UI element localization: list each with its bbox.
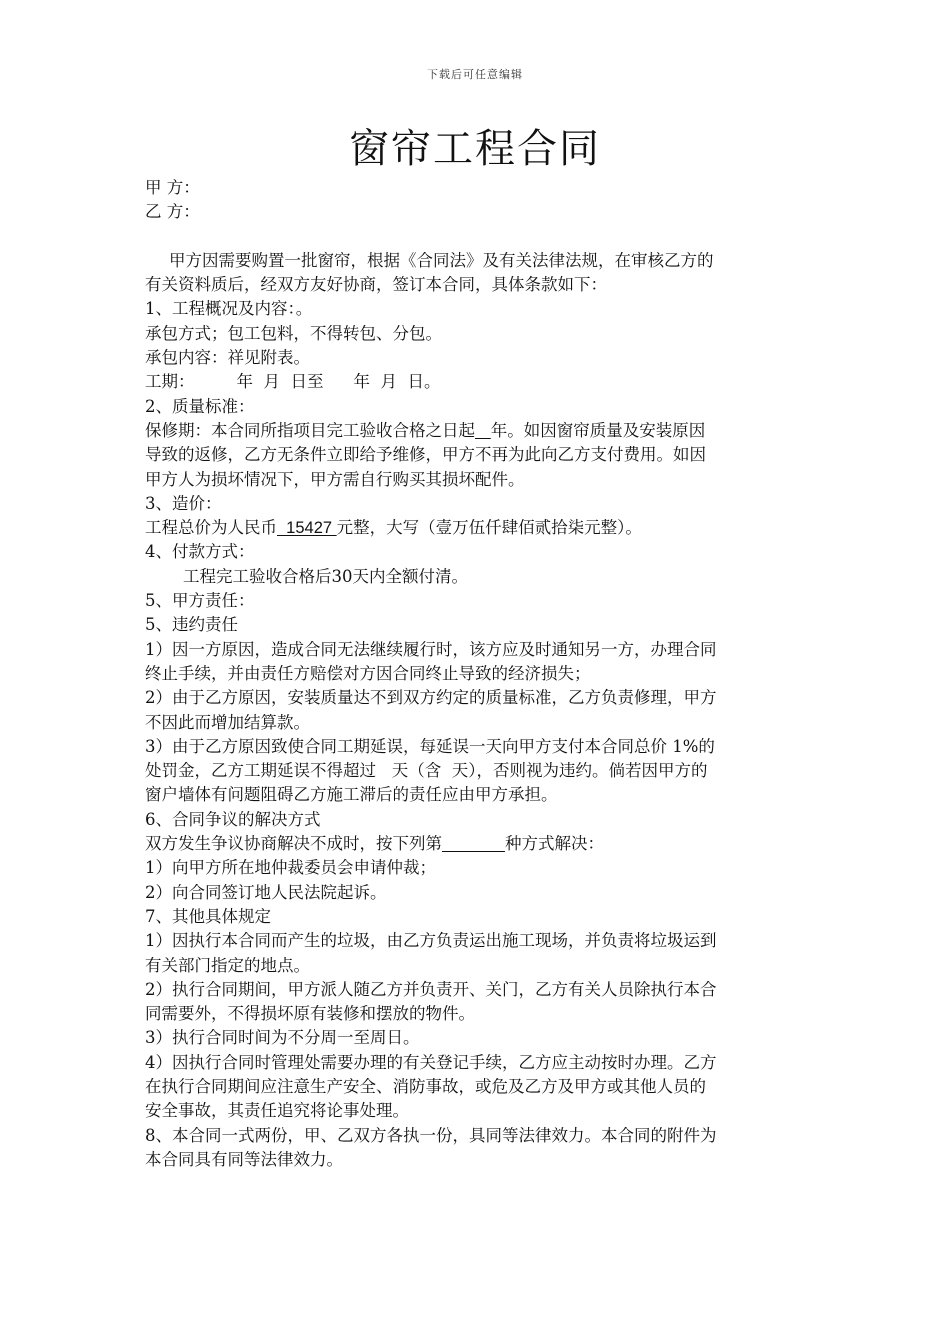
breach-clause: 处罚金，乙方工期延误不得超过 天（含 天），否则视为违约。倘若因甲方的 xyxy=(145,761,708,781)
other-clause: 2）执行合同期间，甲方派人随乙方并负责开、关门，乙方有关人员除执行本合 xyxy=(145,979,717,999)
page-header-note: 下载后可任意编辑 xyxy=(427,68,523,81)
warranty-line xyxy=(145,419,810,443)
other-clause: 3）执行合同时间为不分周一至周日。 xyxy=(145,1028,420,1048)
intro-line: 甲方因需要购置一批窗帘，根据《合同法》及有关法律法规，在审核乙方的 xyxy=(169,250,714,270)
construction-period xyxy=(145,370,810,394)
section-heading: 6、合同争议的解决方式 xyxy=(145,809,321,829)
period-label: 工期： xyxy=(145,372,195,392)
other-clause: 有关部门指定的地点。 xyxy=(145,955,310,975)
breach-clause: 不因此而增加结算款。 xyxy=(145,712,310,732)
price-suffix: 元整，大写（壹万伍仟肆佰贰拾柒元整）。 xyxy=(336,518,642,538)
breach-clause: 终止手续，并由责任方赔偿对方因合同终止导致的经济损失； xyxy=(145,663,591,683)
other-clause: 同需要外，不得损坏原有装修和摆放的物件。 xyxy=(145,1004,475,1024)
dispute-suffix: 种方式解决： xyxy=(504,834,604,854)
other-clause: 4）因执行合同时管理处需要办理的有关登记手续，乙方应主动按时办理。乙方 xyxy=(145,1052,717,1072)
intro-line: 有关资料质后，经双方友好协商，签订本合同，具体条款如下： xyxy=(145,275,607,295)
warranty-prefix: 保修期：本合同所指项目完工验收合格之日起 xyxy=(145,420,475,440)
period-start: 年 月 日至 xyxy=(236,372,324,392)
dispute-prefix: 双方发生争议协商解决不成时，按下列第 xyxy=(145,834,442,854)
dispute-choice-blank xyxy=(442,834,505,853)
contract-content: 承包内容：祥见附表。 xyxy=(145,348,310,368)
warranty-suffix: 年。如因窗帘质量及安装原因 xyxy=(490,420,706,440)
dispute-choice-line xyxy=(145,832,810,856)
section-heading: 4、付款方式： xyxy=(145,542,255,562)
other-clause: 安全事故，其责任追究将论事处理。 xyxy=(145,1101,409,1121)
breach-clause: 3）由于乙方原因致使合同工期延误，每延误一天向甲方支付本合同总价 1%的 xyxy=(145,736,715,756)
section-heading: 2、质量标准： xyxy=(145,396,255,416)
breach-clause: 1）因一方原因，造成合同无法继续履行时，该方应及时通知另一方，办理合同 xyxy=(145,639,717,659)
final-clause: 本合同具有同等法律效力。 xyxy=(145,1149,343,1169)
other-clause: 1）因执行本合同而产生的垃圾，由乙方负责运出施工现场，并负责将垃圾运到 xyxy=(145,931,717,951)
section-heading: 5、违约责任 xyxy=(145,615,238,635)
price-line xyxy=(145,516,810,540)
payment-text: 工程完工验收合格后30天内全额付清。 xyxy=(183,566,468,586)
warranty-years-blank xyxy=(475,421,491,440)
section-heading: 1、工程概况及内容：。 xyxy=(145,299,313,319)
section-heading: 5、甲方责任： xyxy=(145,591,255,611)
party-b-line: 乙 方： xyxy=(145,202,200,222)
price-amount: 15427 xyxy=(277,519,337,538)
warranty-text: 导致的返修，乙方无条件立即给予维修，甲方不再为此向乙方支付费用。如因 xyxy=(145,445,706,465)
section-heading: 3、造价： xyxy=(145,493,222,513)
breach-clause: 窗户墙体有问题阻碍乙方施工滞后的责任应由甲方承担。 xyxy=(145,785,558,805)
other-clause: 在执行合同期间应注意生产安全、消防事故，或危及乙方及甲方或其他人员的 xyxy=(145,1076,706,1096)
dispute-option: 2）向合同签订地人民法院起诉。 xyxy=(145,882,387,902)
price-prefix: 工程总价为人民币 xyxy=(145,518,277,538)
period-end: 年 月 日。 xyxy=(353,372,441,392)
section-heading: 7、其他具体规定 xyxy=(145,906,271,926)
contract-body xyxy=(145,176,810,1172)
breach-clause: 2）由于乙方原因，安装质量达不到双方约定的质量标准，乙方负责修理，甲方 xyxy=(145,688,717,708)
blank-line xyxy=(145,225,810,249)
final-clause: 8、本合同一式两份，甲、乙双方各执一份，具同等法律效力。本合同的附件为 xyxy=(145,1125,717,1145)
contract-mode: 承包方式；包工包料，不得转包、分包。 xyxy=(145,323,442,343)
party-a-line: 甲 方： xyxy=(145,178,200,197)
dispute-option: 1）向甲方所在地仲裁委员会申请仲裁； xyxy=(145,858,436,878)
warranty-text: 甲方人为损坏情况下，甲方需自行购买其损坏配件。 xyxy=(145,469,525,489)
document-title: 窗帘工程合同 xyxy=(349,126,601,172)
